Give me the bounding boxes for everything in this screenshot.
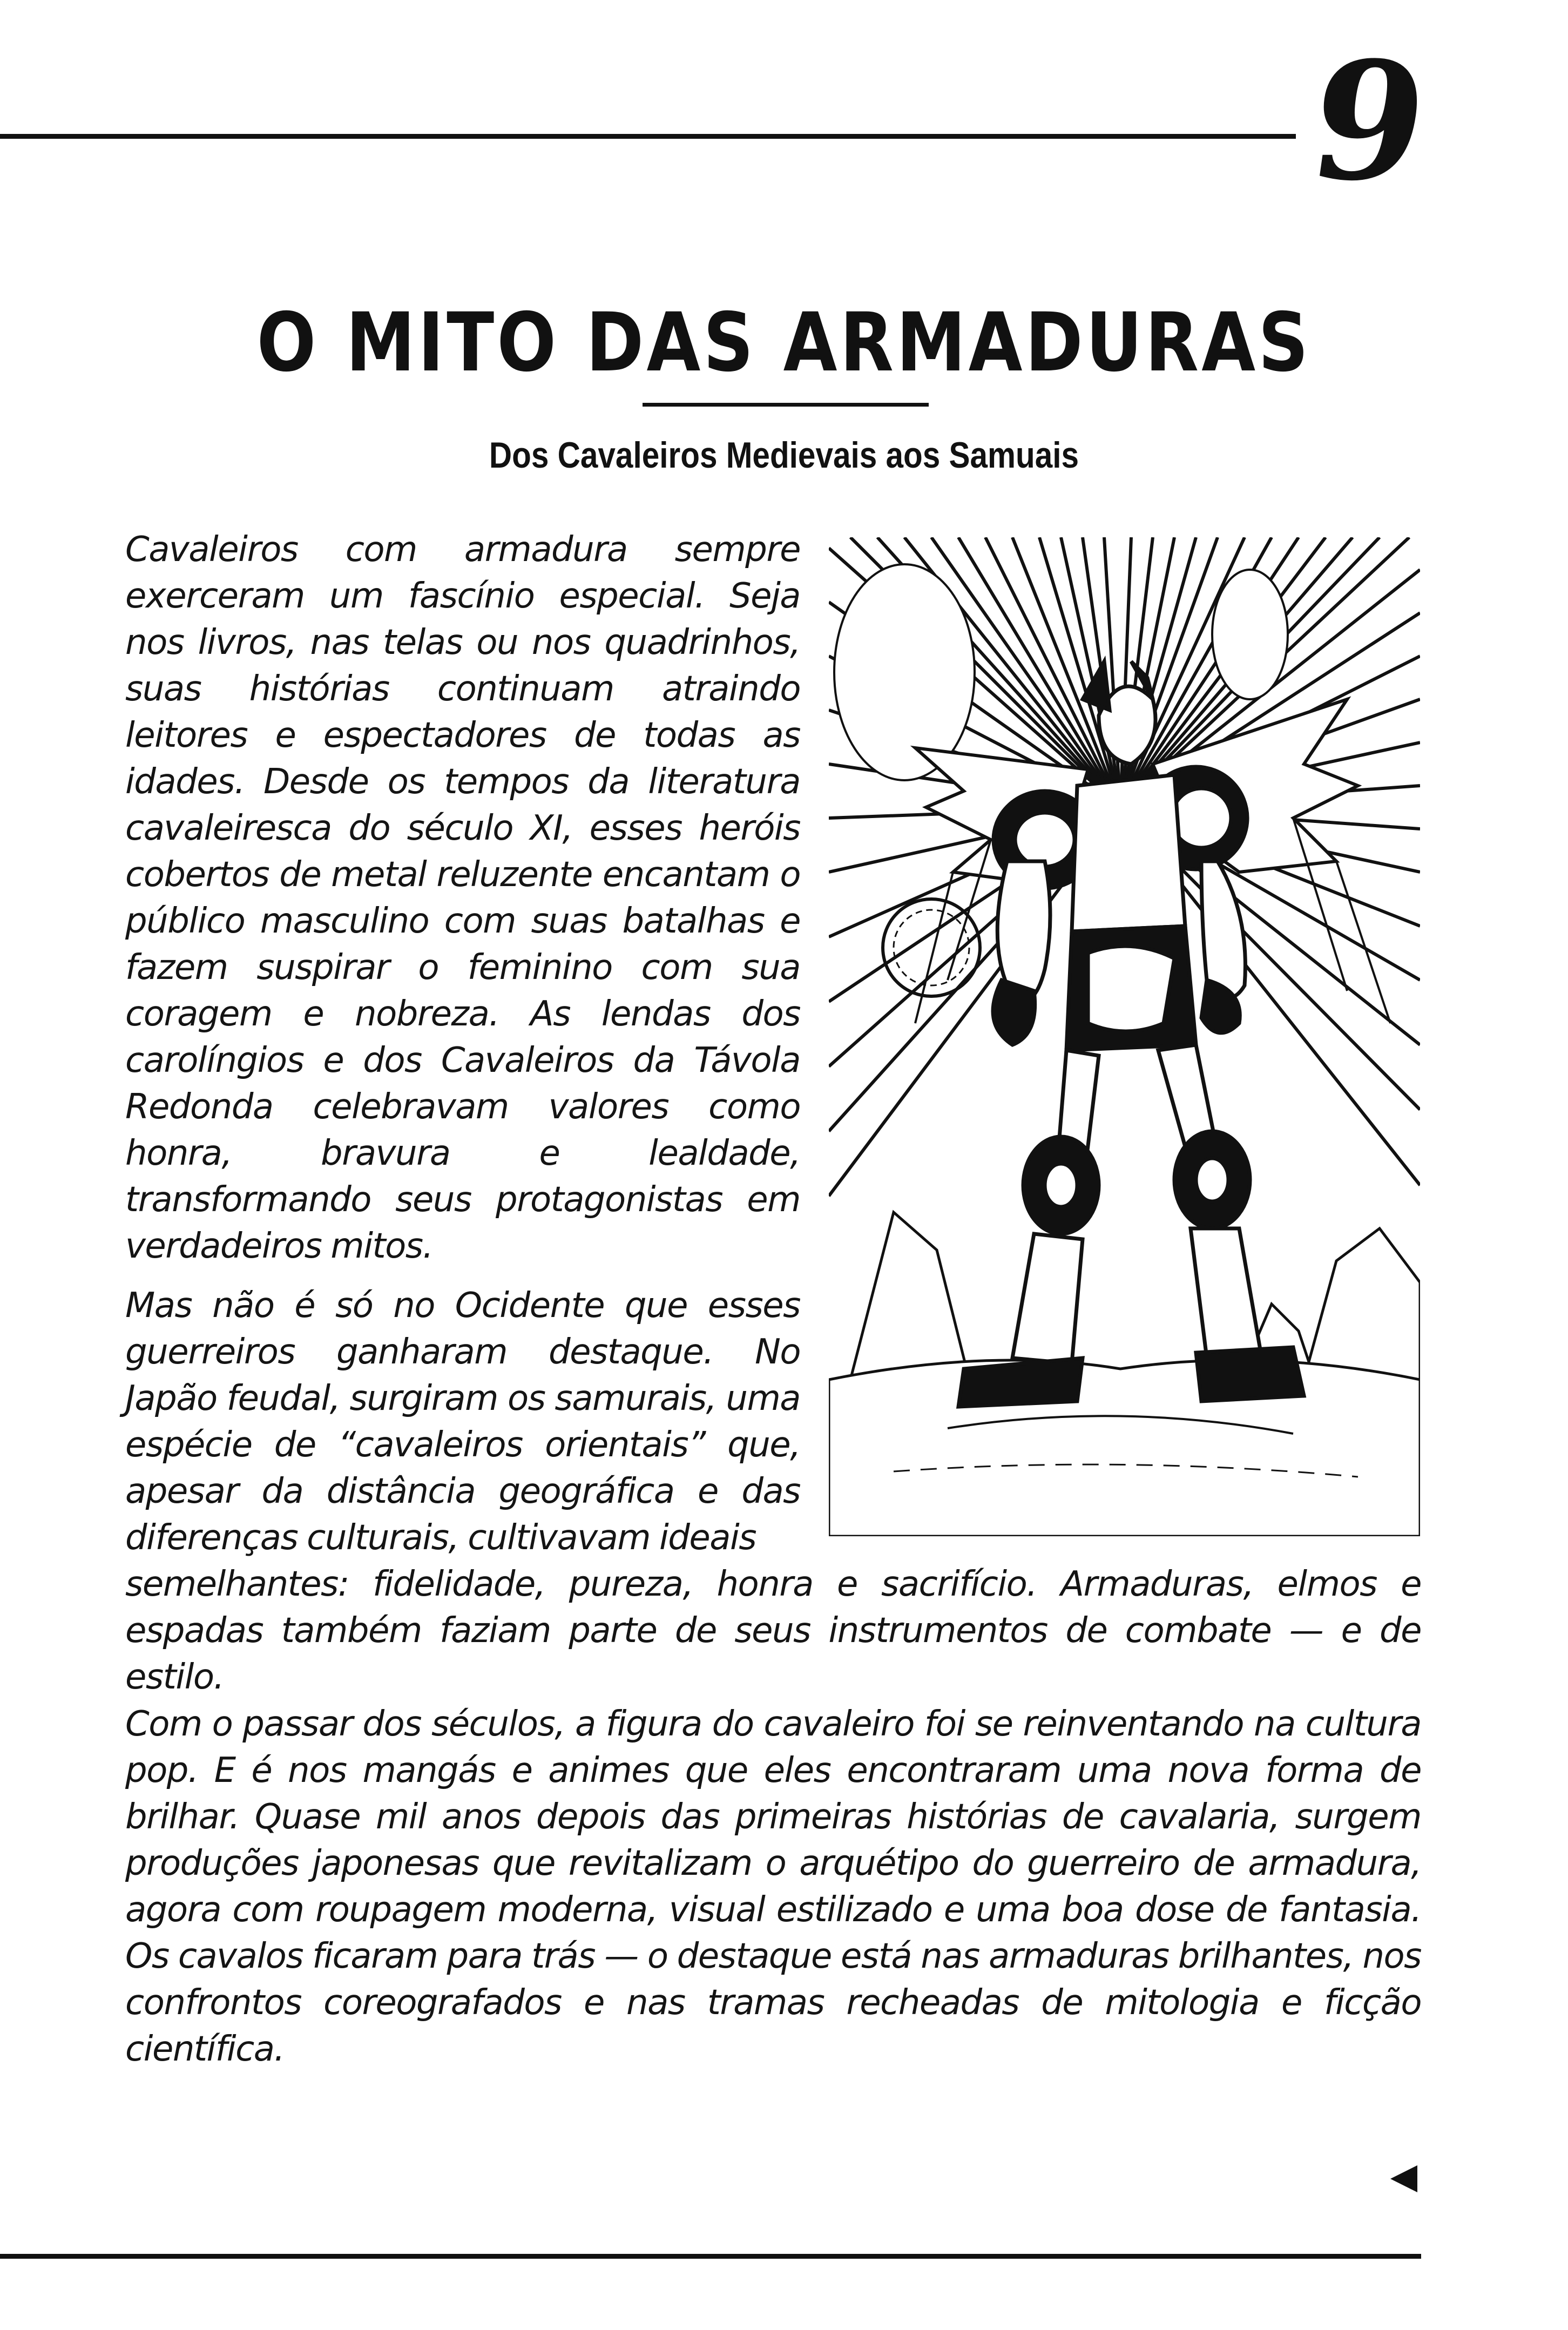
article-title: O MITO DAS ARMADURAS — [256, 296, 1312, 390]
footer-rule — [0, 2254, 1421, 2259]
manga-illustration — [829, 537, 1420, 1536]
header-rule — [0, 134, 1296, 139]
paragraph-3: Com o passar dos séculos, a figura do cavaleiro foi se reinventando na cultura pop. E é nos mangás e animes que eles encontraram uma nova forma de brilhar. Quase mil anos depois das primeiras histórias de cavalaria, surgem produções japonesas que revitalizam o arquétipo do guerreiro de armadura, agora com roupagem moderna, visual estilizado e uma boa dose de fantasia. Os cavalos ficaram para trás — o destaque está nas armaduras brilhantes, nos confrontos coreografados e nas tramas recheadas de mitologia e ficção científica. — [125, 1704, 1421, 2069]
mountains — [850, 1212, 1420, 1380]
title-divider — [643, 403, 929, 407]
page-number: 9 — [1299, 26, 1439, 217]
paragraph-1: Cavaleiros com armadura sempre exerceram um fascínio especial. Seja nos livros, nas telas ou nos quadrinhos, suas histórias continuam atraindo leitores e espectadores de todas as idades. Desde os tempos da literatura cavaleiresca do século XI, esses heróis cobertos de metal reluzente encantam o público masculino com suas batalhas e fazem suspirar o feminino com sua coragem e nobreza. As lendas dos carolíngios e dos Cavaleiros da Távola Redonda celebravam valores como honra, bravura e lealdade, transformando seus protagonistas em verdadeiros mitos. — [125, 530, 800, 1266]
article-column-left — [125, 526, 800, 1269]
triangle-left-icon[interactable] — [1388, 2163, 1420, 2195]
paragraph-2-continued: semelhantes: fidelidade, pureza, honra e sacrifício. Armaduras, elmos e espadas também faziam parte de seus instrumentos de combate — e de estilo. — [125, 1564, 1421, 1697]
article-subtitle: Dos Cavaleiros Medievais aos Samuais — [489, 435, 1079, 476]
paragraph-2-wrapped: Mas não é só no Ocidente que esses guerreiros ganharam destaque. No Japão feudal, surgiram os samurais, uma espécie de “cavaleiros orientais” que, apesar da distância geográfica e das diferenças culturais, cultivavam ideais — [125, 1286, 800, 1558]
